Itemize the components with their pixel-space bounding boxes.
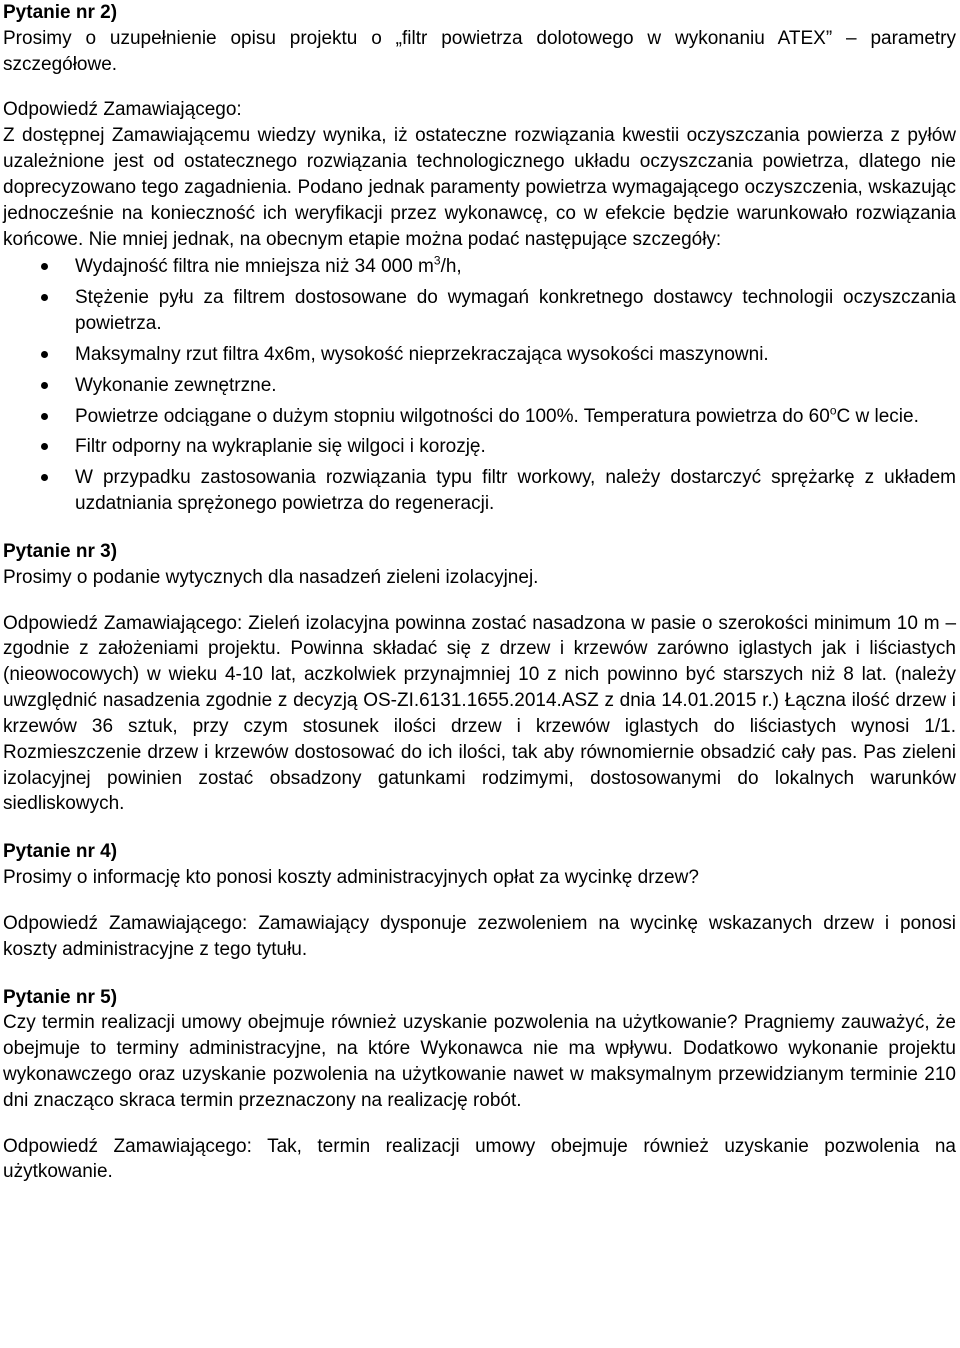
bullet-item: Maksymalny rzut filtra 4x6m, wysokość nieprzekraczająca wysokości maszynowni. <box>3 342 956 368</box>
question-4-section <box>3 839 956 962</box>
answer-5-label: Odpowiedź Zamawiającego: <box>3 1135 252 1157</box>
answer-2-part-2: Podano jednak paramenty powietrza wymagającego oczyszczenia, wskazując jednocześnie na konieczność ich weryfikacji przez wykonawcę, co w efekcie będzie warunkowało rozwiązania końcowe. <box>3 176 956 250</box>
question-2-section <box>3 0 956 517</box>
answer-5-text <box>3 1134 956 1186</box>
answer-3-body: Zieleń izolacyjna powinna zostać nasadzona w pasie o szerokości minimum 10 m – zgodnie z założeniami projektu. Powinna składać się z drzew i krzewów zarówno iglastych jak i liściastych (nieowocowych) w wieku 4-10 lat, aczkolwiek przynajmniej 10 z nich powinno być starszych niż 8 lat. (należy uwzględnić nasadzenia zgodnie z decyzją OS-ZI.6131.1655.2014.ASZ z dnia 14.01.2015 r.) Łączna ilość drzew i krzewów 36 sztuk, przy czym stosunek ilości drzew i krzewów iglastych do liściastych wynosi 1/1. Rozmieszczenie drzew i krzewów dostosować do ich ilości, tak aby równomiernie obsadzić cały pas. Pas zieleni izolacyjnej powinien zostać obsadzony gatunkami rodzimymi, dostosowanymi do lokalnych warunków siedliskowych. <box>3 612 957 815</box>
bullet-icon <box>41 443 48 450</box>
bullet-icon <box>41 351 48 358</box>
answer-4-label: Odpowiedź Zamawiającego: <box>3 912 248 934</box>
question-3-section <box>3 539 956 817</box>
bullet-item: Filtr odporny na wykraplanie się wilgoci i korozję. <box>3 434 956 460</box>
answer-2-text <box>3 123 956 252</box>
question-2-title: Pytanie nr 2) <box>3 2 118 23</box>
question-5-section <box>3 985 956 1186</box>
question-5-text: Czy termin realizacji umowy obejmuje również uzyskanie pozwolenia na użytkowanie? Pragniemy zauważyć, że obejmuje to terminy administracyjne, na które Wykonawca nie ma wpływu. Dodatkowo wykonanie projektu wykonawczego oraz uzyskanie pozwolenia na użytkowanie nawet w maksymalnym przewidzianym terminie 210 dni znacząco skraca termin przeznaczony na realizację robót. <box>3 1012 956 1111</box>
bullet-item: Wykonanie zewnętrzne. <box>3 373 956 399</box>
question-3-text: Prosimy o podanie wytycznych dla nasadzeń zieleni izolacyjnej. <box>3 566 539 588</box>
question-3-title: Pytanie nr 3) <box>3 540 118 562</box>
answer-2-part-3: Nie mniej jednak, na obecnym etapie można podać następujące szczegóły: <box>88 228 722 250</box>
bullet-icon <box>41 382 48 389</box>
bullet-item: Stężenie pyłu za filtrem dostosowane do wymagań konkretnego dostawcy technologii oczyszczania powietrza. <box>3 285 956 337</box>
bullet-icon <box>41 474 48 481</box>
document-page <box>3 0 956 1185</box>
answer-2-bullet-list <box>3 254 956 516</box>
question-4-title: Pytanie nr 4) <box>3 841 118 863</box>
question-5-title: Pytanie nr 5) <box>3 986 118 1008</box>
bullet-icon <box>41 294 48 301</box>
answer-4-body: Zamawiający dysponuje zezwoleniem na wycinkę wskazanych drzew i ponosi koszty administracyjne z tego tytułu. <box>3 912 956 960</box>
answer-5-body: Tak, termin realizacji umowy obejmuje również uzyskanie pozwolenia na użytkowanie. <box>3 1135 956 1183</box>
bullet-item: Wydajność filtra nie mniejsza niż 34 000 $m^3/h$, <box>3 254 956 280</box>
answer-2-label: Odpowiedź Zamawiającego: <box>3 99 242 121</box>
bullet-item: Powietrze odciągane o dużym stopniu wilgotności do 100%. Temperatura powietrza do 60$^o$C w lecie. <box>3 404 956 430</box>
answer-4-text <box>3 911 956 963</box>
question-4-text: Prosimy o informację kto ponosi koszty administracyjnych opłat za wycinkę drzew? <box>3 867 699 889</box>
bullet-icon <box>41 413 48 420</box>
bullet-icon <box>41 263 48 270</box>
question-2-text: Prosimy o uzupełnienie opisu projektu o „filtr powietrza dolotowego w wykonaniu ATEX” – parametry szczegółowe. <box>3 27 956 75</box>
answer-3-label: Odpowiedź Zamawiającego: <box>3 612 243 634</box>
bullet-item: W przypadku zastosowania rozwiązania typu filtr workowy, należy dostarczyć sprężarkę z układem uzdatniania sprężonego powietrza do regeneracji. <box>3 465 956 517</box>
answer-2-part-1: Z dostępnej Zamawiającemu wiedzy wynika, iż ostateczne rozwiązania kwestii oczyszczania powierza z pyłów uzależnione jest od ostatecznego rozwiązania technologicznego układu oczyszczania powietrza, dlatego nie doprecyzowano tego zagadnienia. <box>3 125 956 198</box>
answer-3-text <box>3 611 956 818</box>
